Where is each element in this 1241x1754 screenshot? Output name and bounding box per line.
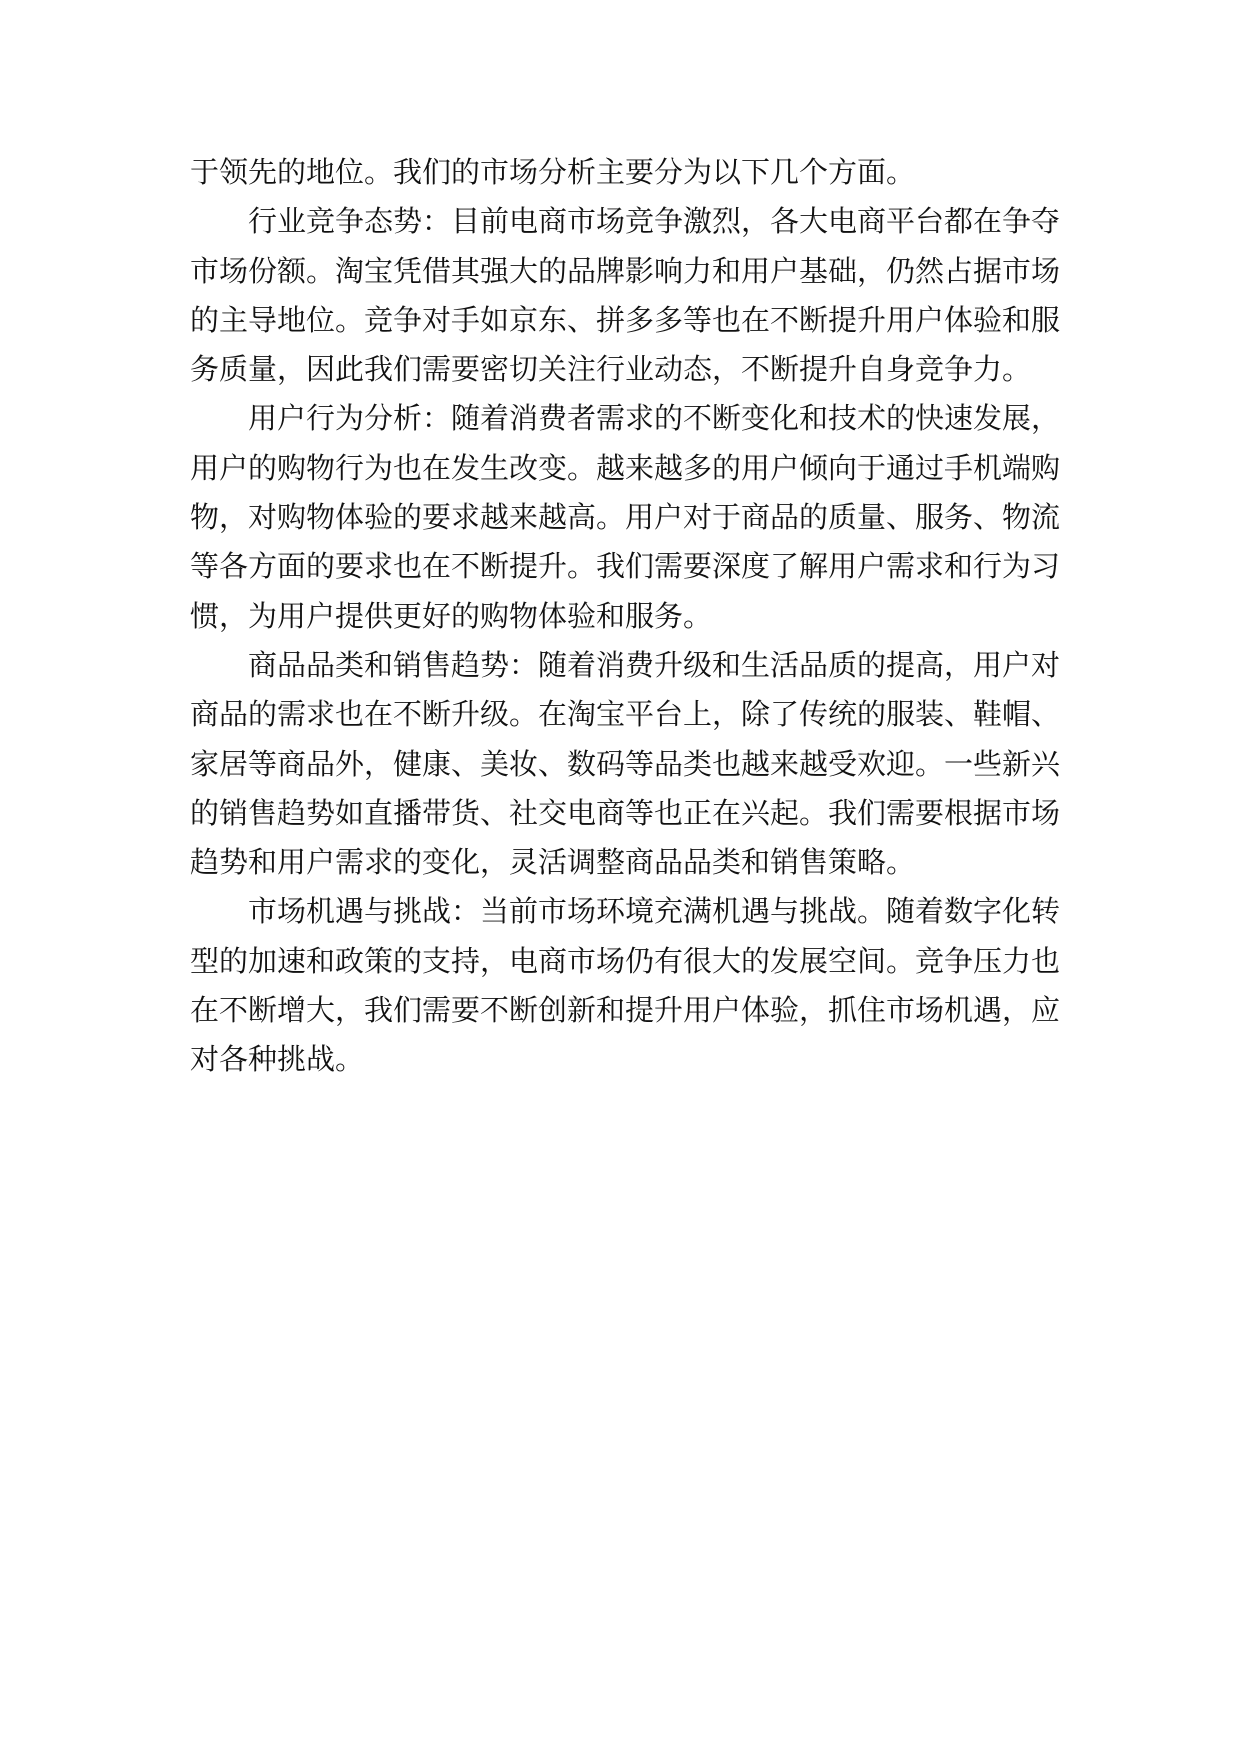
document-body <box>190 148 1060 1085</box>
paragraph-opportunities-challenges: 市场机遇与挑战：当前市场环境充满机遇与挑战。随着数字化转型的加速和政策的支持，电商市场仍有很大的发展空间。竞争压力也在不断增大，我们需要不断创新和提升用户体验，抓住市场机遇，应对各种挑战。 <box>190 894 1061 1077</box>
paragraph-intro-continuation: 于领先的地位。我们的市场分析主要分为以下几个方面。 <box>190 155 916 189</box>
paragraph-industry-competition: 行业竞争态势：目前电商市场竞争激烈，各大电商平台都在争夺市场份额。淘宝凭借其强大的品牌影响力和用户基础，仍然占据市场的主导地位。竞争对手如京东、拼多多等也在不断提升用户体验和服务质量，因此我们需要密切关注行业动态，不断提升自身竞争力。 <box>190 204 1061 387</box>
paragraph-user-behavior: 用户行为分析：随着消费者需求的不断变化和技术的快速发展，用户的购物行为也在发生改变。越来越多的用户倾向于通过手机端购物，对购物体验的要求越来越高。用户对于商品的质量、服务、物流等各方面的要求也在不断提升。我们需要深度了解用户需求和行为习惯，为用户提供更好的购物体验和服务。 <box>190 401 1061 633</box>
paragraph-product-categories: 商品品类和销售趋势：随着消费升级和生活品质的提高，用户对商品的需求也在不断升级。在淘宝平台上，除了传统的服装、鞋帽、家居等商品外，健康、美妆、数码等品类也越来越受欢迎。一些新兴的销售趋势如直播带货、社交电商等也正在兴起。我们需要根据市场趋势和用户需求的变化，灵活调整商品品类和销售策略。 <box>190 647 1061 880</box>
